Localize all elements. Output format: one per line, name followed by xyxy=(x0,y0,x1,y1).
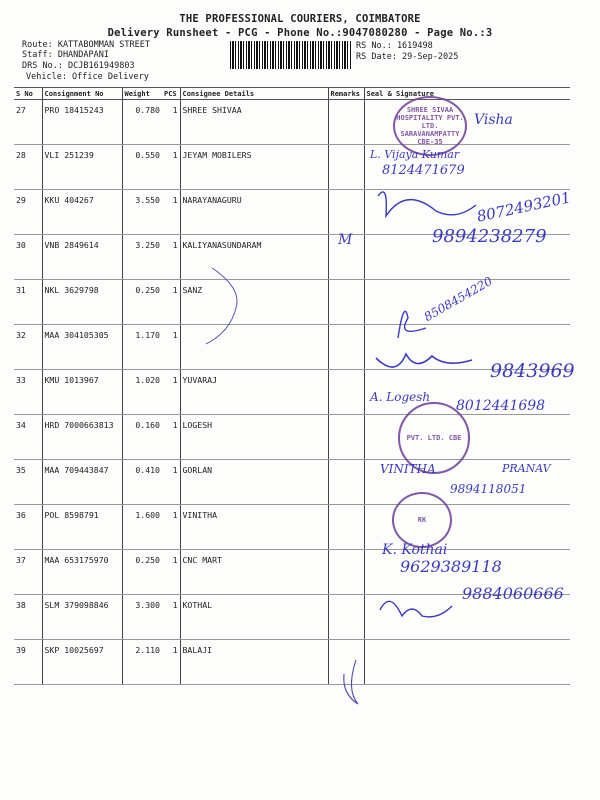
handwritten-name: VINITHA xyxy=(380,462,436,476)
handwritten-phone: 9843969 xyxy=(490,360,575,382)
row-weight: 0.410 xyxy=(122,460,162,505)
row-consignment-no: MAA 709443847 xyxy=(42,460,122,505)
row-pcs: 1 xyxy=(162,370,180,415)
row-weight: 3.300 xyxy=(122,595,162,640)
row-weight: 3.550 xyxy=(122,190,162,235)
route-text: Route: KATTABOMMAN STREET xyxy=(22,40,150,50)
handwritten-name: PRANAV xyxy=(502,462,551,475)
row-consignment-no: SKP 10025697 xyxy=(42,640,122,685)
company-seal-stamp-2: PVT. LTD. CBE xyxy=(398,402,470,474)
handwritten-phone: 9629389118 xyxy=(400,557,502,576)
row-sno: 39 xyxy=(14,640,42,685)
row-pcs: 1 xyxy=(162,505,180,550)
signature-scribble xyxy=(378,192,476,216)
signature-scribble xyxy=(398,311,426,338)
row-sno: 34 xyxy=(14,415,42,460)
row-consignee: SANZ xyxy=(180,280,328,325)
row-consignee: VINITHA xyxy=(180,505,328,550)
row-weight: 0.160 xyxy=(122,415,162,460)
col-pcs: PCS xyxy=(162,88,180,100)
row-weight: 3.250 xyxy=(122,235,162,280)
row-consignee: BALAJI xyxy=(180,640,328,685)
row-sno: 29 xyxy=(14,190,42,235)
signature-scribble xyxy=(206,268,237,344)
col-remarks: Remarks xyxy=(328,88,364,100)
row-consignment-no: MAA 653175970 xyxy=(42,550,122,595)
row-weight: 0.780 xyxy=(122,100,162,145)
rs-date: RS Date: 29-Sep-2025 xyxy=(356,52,459,62)
row-consignee: SHREE SHIVAA xyxy=(180,100,328,145)
row-consignee: KALIYANASUNDARAM xyxy=(180,235,328,280)
col-signature: Seal & Signature xyxy=(364,88,570,100)
row-sno: 30 xyxy=(14,235,42,280)
row-pcs: 1 xyxy=(162,190,180,235)
row-consignment-no: SLM 379098846 xyxy=(42,595,122,640)
row-consignment-no: HRD 7000663813 xyxy=(42,415,122,460)
row-consignee: CNC MART xyxy=(180,550,328,595)
row-sno: 37 xyxy=(14,550,42,595)
row-pcs: 1 xyxy=(162,100,180,145)
handwritten-signature: Visha xyxy=(474,112,513,128)
signature-scribble xyxy=(344,660,358,704)
row-consignment-no: KMU 1013967 xyxy=(42,370,122,415)
row-sno: 36 xyxy=(14,505,42,550)
row-weight: 0.250 xyxy=(122,280,162,325)
row-sno: 38 xyxy=(14,595,42,640)
handwritten-phone: 8124471679 xyxy=(382,163,465,178)
row-sno: 28 xyxy=(14,145,42,190)
row-consignee: GORLAN xyxy=(180,460,328,505)
company-title: THE PROFESSIONAL COURIERS, COIMBATORE xyxy=(179,13,421,25)
row-consignment-no: POL 8598791 xyxy=(42,505,122,550)
row-consignment-no: PRO 18415243 xyxy=(42,100,122,145)
col-consignment: Consignment No xyxy=(42,88,122,100)
row-consignment-no: KKU 404267 xyxy=(42,190,122,235)
row-sno: 33 xyxy=(14,370,42,415)
row-consignee: KOTHAL xyxy=(180,595,328,640)
row-weight: 2.110 xyxy=(122,640,162,685)
handwritten-phone: 9894118051 xyxy=(450,482,527,496)
rs-number: RS No.: 1619498 xyxy=(356,41,433,51)
handwritten-name: A. Logesh xyxy=(370,390,431,404)
row-weight: 1.020 xyxy=(122,370,162,415)
row-consignment-no: VLI 251239 xyxy=(42,145,122,190)
col-weight: Weight xyxy=(122,88,162,100)
row-pcs: 1 xyxy=(162,460,180,505)
row-consignment-no: NKL 3629798 xyxy=(42,280,122,325)
handwritten-name: K. Kothai xyxy=(382,542,448,558)
handwritten-phone: 8508454220 xyxy=(421,273,495,325)
row-weight: 1.600 xyxy=(122,505,162,550)
runsheet-subtitle: Delivery Runsheet - PCG - Phone No.:9047080280 - Page No.:3 xyxy=(107,27,493,39)
row-pcs: 1 xyxy=(162,415,180,460)
drs-text: DRS No.: DCJB161949803 xyxy=(22,61,135,71)
row-pcs: 1 xyxy=(162,280,180,325)
col-consignee: Consignee Details xyxy=(180,88,328,100)
row-weight: 0.550 xyxy=(122,145,162,190)
staff-text: Staff: DHANDAPANI xyxy=(22,50,109,60)
company-seal-stamp: SHREE SIVAA HOSPITALITY PVT. LTD. SARAVANAMPATTY CBE-35 xyxy=(393,96,467,156)
col-sno: S No xyxy=(14,88,42,100)
handwritten-phone: 8072493201 xyxy=(475,188,573,226)
row-pcs: 1 xyxy=(162,595,180,640)
row-consignee: NARAYANAGURU xyxy=(180,190,328,235)
row-consignee: JEYAM MOBILERS xyxy=(180,145,328,190)
vehicle-text: Vehicle: Office Delivery xyxy=(26,72,149,82)
handwritten-phone: 9894238279 xyxy=(432,226,547,247)
signature-scribble xyxy=(376,354,472,367)
row-consignment-no: MAA 304105305 xyxy=(42,325,122,370)
handwritten-phone: 9884060666 xyxy=(462,584,564,603)
row-pcs: 1 xyxy=(162,235,180,280)
row-pcs: 1 xyxy=(162,325,180,370)
row-sno: 31 xyxy=(14,280,42,325)
handwritten-remark: M xyxy=(338,232,353,248)
row-consignment-no: VNB 2849614 xyxy=(42,235,122,280)
row-pcs: 1 xyxy=(162,145,180,190)
row-consignee: LOGESH xyxy=(180,415,328,460)
row-pcs: 1 xyxy=(162,550,180,595)
row-consignee: YUVARAJ xyxy=(180,370,328,415)
signature-scribble xyxy=(380,601,452,617)
row-sno: 35 xyxy=(14,460,42,505)
row-sno: 32 xyxy=(14,325,42,370)
row-pcs: 1 xyxy=(162,640,180,685)
handwritten-name: L. Vijaya Kumar xyxy=(370,148,460,161)
row-weight: 1.170 xyxy=(122,325,162,370)
handwritten-phone: 8012441698 xyxy=(456,398,546,414)
row-weight: 0.250 xyxy=(122,550,162,595)
company-seal-stamp-3: RK xyxy=(392,492,452,548)
row-sno: 27 xyxy=(14,100,42,145)
